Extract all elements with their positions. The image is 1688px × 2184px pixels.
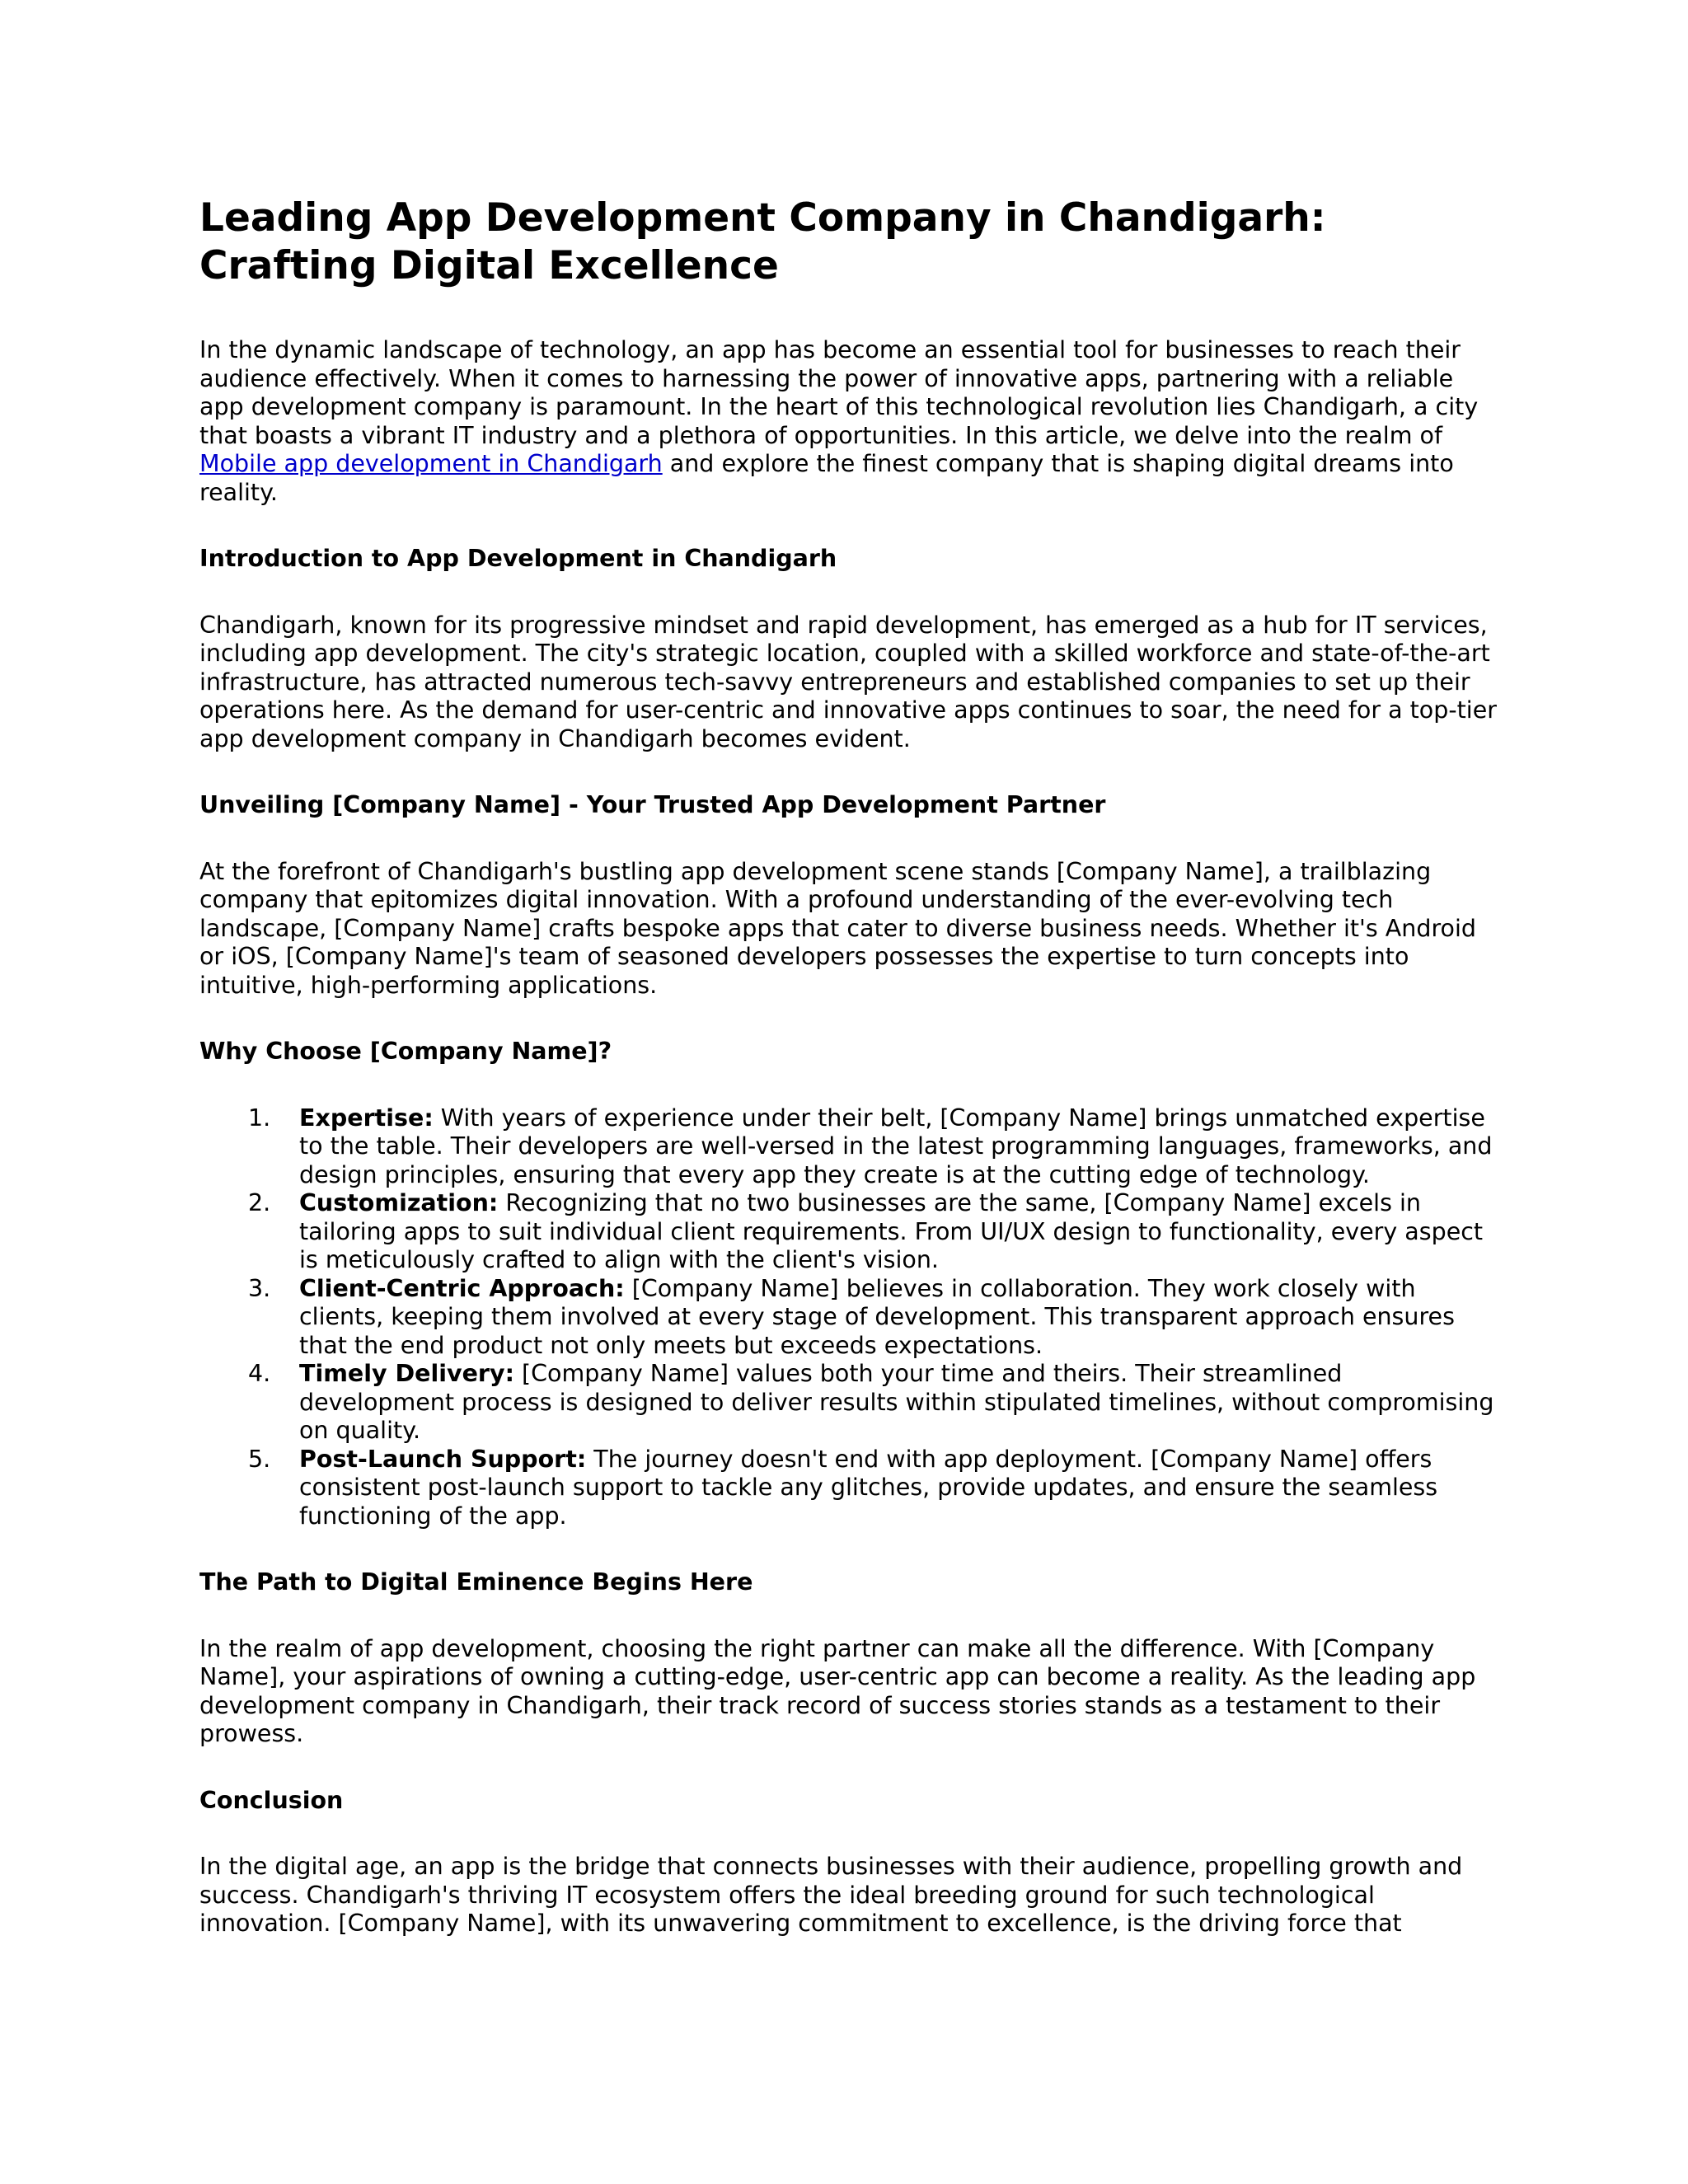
list-item-text: [Company Name] believes in collaboration. They work closely with clients, keeping them involved at every stage of development. This transparent approach ensures that the end product not only meets but exceeds expectations. xyxy=(299,1274,1455,1359)
section-heading-path: The Path to Digital Eminence Begins Here xyxy=(199,1568,753,1596)
section-body-unveiling: At the forefront of Chandigarh's bustling app development scene stands [Company Name], a trailblazing company that epitomizes digital innovation. With a profound understanding of the ever-evolving tech landscape, [Company Name] crafts bespoke apps that cater to diverse business needs. Whether it's Android or iOS, [Company Name]'s team of seasoned developers possesses the expertise to turn concepts into intuitive, high-performing applications. xyxy=(199,857,1476,999)
list-item-label: Expertise: xyxy=(299,1104,434,1132)
section-heading-conclusion: Conclusion xyxy=(199,1786,344,1814)
section-heading-unveiling: Unveiling [Company Name] - Your Trusted App Development Partner xyxy=(199,791,1106,818)
intro-paragraph xyxy=(199,336,1502,507)
mobile-app-development-link[interactable]: Mobile app development in Chandigarh xyxy=(199,450,663,477)
document-page xyxy=(199,194,1502,1938)
list-item-text: The journey doesn't end with app deployment. [Company Name] offers consistent post-launch support to tackle any glitches, provide updates, and ensure the seamless functioning of the app. xyxy=(299,1445,1438,1530)
intro-text-before-link: In the dynamic landscape of technology, an app has become an essential tool for businesses to reach their audience effectively. When it comes to harnessing the power of innovative apps, partnering with a reliable app development company is paramount. In the heart of this technological revolution lies Chandigarh, a city that boasts a vibrant IT industry and a plethora of opportunities. In this article, we delve into the realm of xyxy=(199,336,1479,449)
list-item-label: Timely Delivery: xyxy=(299,1360,514,1387)
list-item xyxy=(299,1360,1502,1446)
section-body-path: In the realm of app development, choosing the right partner can make all the difference. With [Company Name], your aspirations of owning a cutting-edge, user-centric app can become a reality. As the leading app development company in Chandigarh, their track record of success stories stands as a testament to their prowess. xyxy=(199,1634,1476,1747)
list-item xyxy=(299,1446,1502,1531)
why-choose-list xyxy=(199,1104,1502,1531)
list-item-text: With years of experience under their belt, [Company Name] brings unmatched expertise to the table. Their developers are well-versed in the latest programming languages, frameworks, and design principles, ensuring that every app they create is at the cutting edge of technology. xyxy=(299,1104,1493,1188)
list-item-text: [Company Name] values both your time and theirs. Their streamlined development process is designed to deliver results within stipulated timelines, without compromising on quality. xyxy=(299,1360,1494,1444)
list-item xyxy=(299,1104,1502,1190)
list-item-label: Customization: xyxy=(299,1189,499,1216)
article-title: Leading App Development Company in Chandigarh: Crafting Digital Excellence xyxy=(199,195,1326,288)
section-body-conclusion: In the digital age, an app is the bridge that connects businesses with their audience, propelling growth and success. Chandigarh's thriving IT ecosystem offers the ideal breeding ground for such technological innovation. [Company Name], with its unwavering commitment to excellence, is the driving force that xyxy=(199,1853,1463,1937)
intro-text-after-link: and explore the finest company that is shaping digital dreams into reality. xyxy=(199,450,1454,506)
list-item-text: Recognizing that no two businesses are the same, [Company Name] excels in tailoring apps to suit individual client requirements. From UI/UX design to functionality, every aspect is meticulously crafted to align with the client's vision. xyxy=(299,1189,1484,1273)
section-heading-why-choose: Why Choose [Company Name]? xyxy=(199,1038,612,1065)
list-item xyxy=(299,1189,1502,1275)
list-item xyxy=(299,1275,1502,1361)
section-body-introduction: Chandigarh, known for its progressive mindset and rapid development, has emerged as a hub for IT services, including app development. The city's strategic location, coupled with a skilled workforce and state-of-the-art infrastructure, has attracted numerous tech-savvy entrepreneurs and established companies to set up their operations here. As the demand for user-centric and innovative apps continues to soar, the need for a top-tier app development company in Chandigarh becomes evident. xyxy=(199,611,1497,752)
list-item-label: Post-Launch Support: xyxy=(299,1445,587,1473)
list-item-label: Client-Centric Approach: xyxy=(299,1274,625,1302)
section-heading-introduction: Introduction to App Development in Chandigarh xyxy=(199,545,837,572)
